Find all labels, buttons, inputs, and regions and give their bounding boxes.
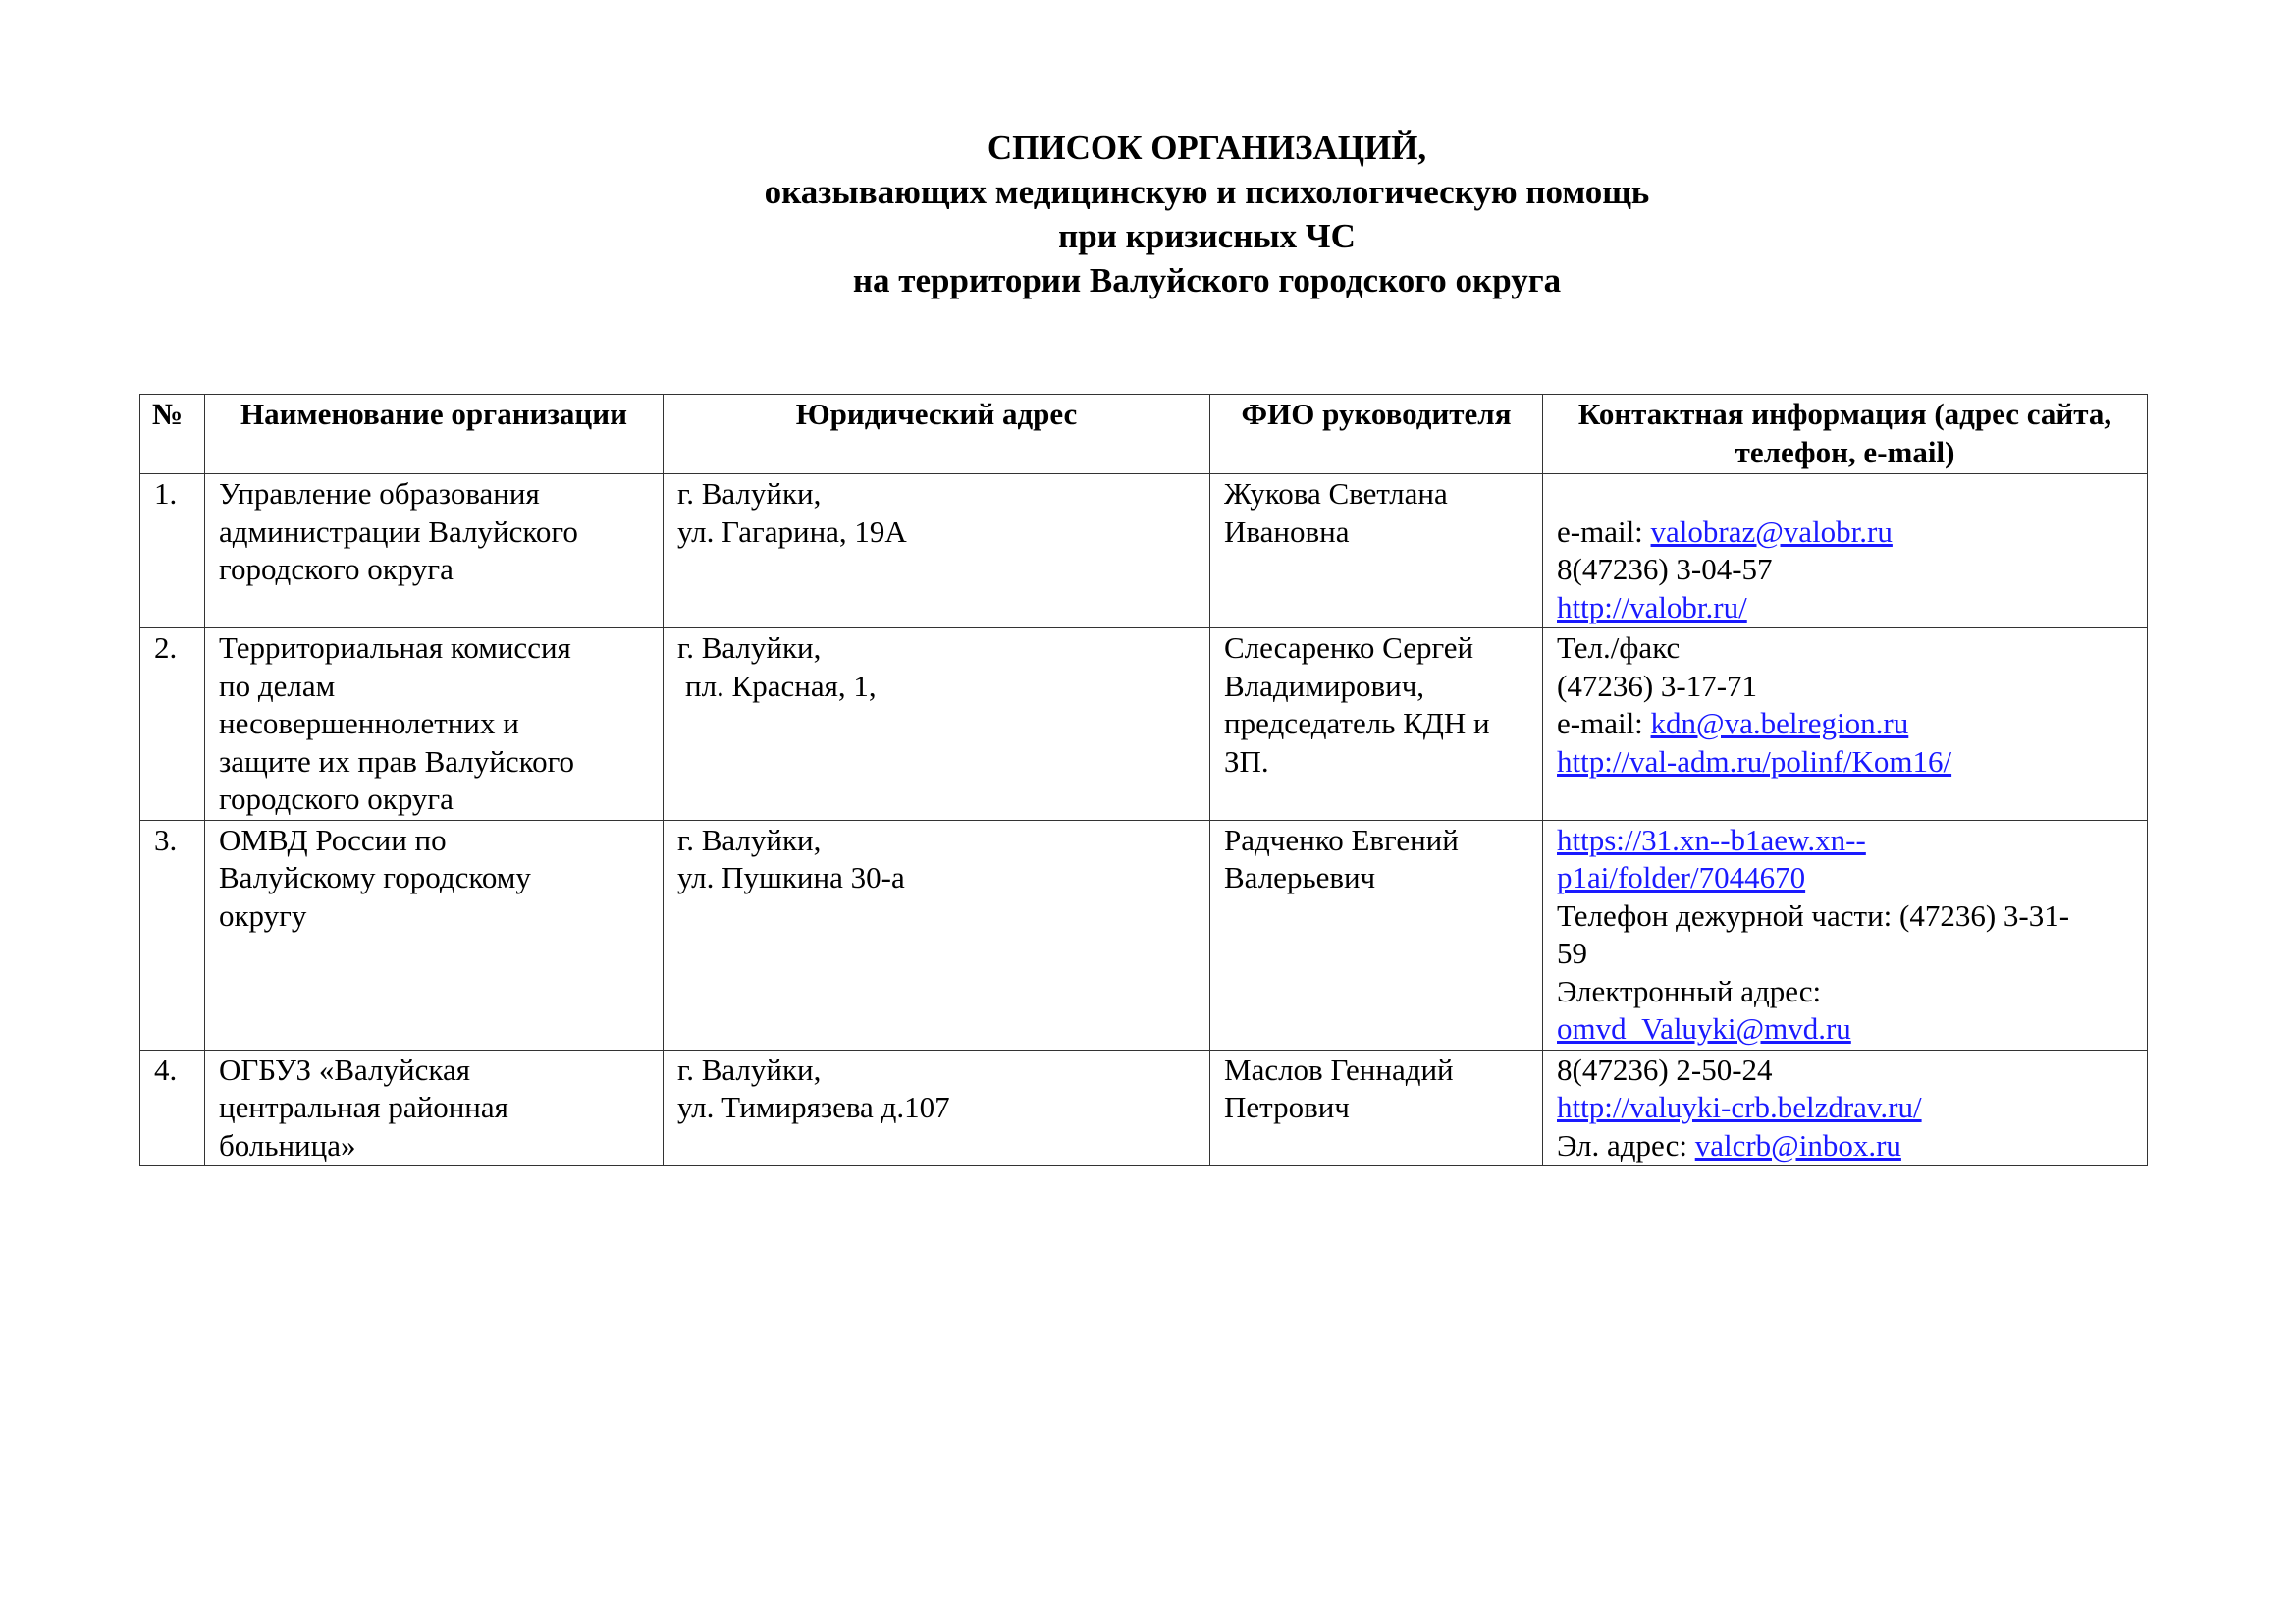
header-head: ФИО руководителя <box>1210 395 1543 474</box>
org-name-cell <box>205 820 664 1050</box>
head-line: Слесаренко Сергей <box>1224 630 1474 665</box>
header-contact-line-2: сайта, телефон, e-mail) <box>1735 397 2112 469</box>
phone-text: 8(47236) 3-04-57 <box>1557 552 1773 586</box>
org-name-line: ОГБУЗ «Валуйская <box>219 1052 470 1087</box>
address-line: г. Валуйки, <box>677 630 822 665</box>
head-line: ЗП. <box>1224 743 1269 779</box>
website-link[interactable]: https://31.xn--b1aew.xn-- <box>1557 822 1866 857</box>
org-name-line: администрации Валуйского <box>219 514 578 549</box>
phone-text: 8(47236) 2-50-24 <box>1557 1052 1773 1087</box>
website-link[interactable]: http://val-adm.ru/polinf/Kom16/ <box>1557 743 1952 779</box>
head-line: Валерьевич <box>1224 860 1376 894</box>
address-line: г. Валуйки, <box>677 822 822 857</box>
row-num: 3. <box>140 820 205 1050</box>
email-link[interactable]: omvd_Valuyki@mvd.ru <box>1557 1011 1851 1046</box>
address-line: г. Валуйки, <box>677 476 822 511</box>
address-line: г. Валуйки, <box>677 1052 822 1087</box>
head-cell <box>1210 1050 1543 1166</box>
org-name-cell <box>205 1050 664 1166</box>
org-name-line: ОМВД России по <box>219 822 447 857</box>
head-cell <box>1210 474 1543 628</box>
address-cell <box>664 628 1210 821</box>
website-link[interactable]: http://valobr.ru/ <box>1557 589 1747 624</box>
email-line <box>1557 705 2133 743</box>
org-name-line: округу <box>219 897 307 933</box>
org-name-line: по делам <box>219 668 336 703</box>
table-row <box>140 820 2148 1050</box>
head-line: председатель КДН и <box>1224 706 1490 740</box>
organizations-table <box>139 394 2148 1166</box>
contact-cell <box>1543 628 2148 821</box>
email-link[interactable]: valobraz@valobr.ru <box>1650 514 1893 549</box>
email-link[interactable]: valcrb@inbox.ru <box>1694 1127 1901 1163</box>
address-cell <box>664 1050 1210 1166</box>
fax-label: Тел./факс <box>1557 630 1681 665</box>
head-line: Радченко Евгений <box>1224 822 1459 857</box>
org-name-cell <box>205 628 664 821</box>
title-line-4: на территории Валуйского городского округа <box>852 261 1562 299</box>
table-header-row <box>140 395 2148 474</box>
head-line: Маслов Геннадий <box>1224 1052 1454 1087</box>
org-name-line: Валуйскому городскому <box>219 860 531 894</box>
website-link[interactable]: http://valuyki-crb.belzdrav.ru/ <box>1557 1090 1922 1124</box>
email-line <box>1557 1127 2133 1165</box>
header-contact-line-1: Контактная информация (адрес <box>1577 397 2019 431</box>
email-link[interactable]: kdn@va.belregion.ru <box>1650 706 1909 740</box>
phone-text: (47236) 3-17-71 <box>1557 668 1758 703</box>
title-line-3: при кризисных ЧС <box>1058 217 1356 255</box>
header-name: Наименование организации <box>205 395 664 474</box>
row-num: 4. <box>140 1050 205 1166</box>
row-num: 2. <box>140 628 205 821</box>
email-label: Эл. адрес: <box>1557 1127 1695 1163</box>
header-address: Юридический адрес <box>664 395 1210 474</box>
head-line: Петрович <box>1224 1090 1350 1124</box>
title-line-1: СПИСОК ОРГАНИЗАЦИЙ, <box>987 129 1427 167</box>
email-label: e-mail: <box>1557 514 1651 549</box>
address-line: ул. Тимирязева д.107 <box>677 1090 950 1124</box>
contact-cell <box>1543 474 2148 628</box>
document-title <box>0 126 2296 302</box>
address-line: пл. Красная, 1, <box>685 668 877 703</box>
title-line-2: оказывающих медицинскую и психологическую помощь <box>764 173 1650 211</box>
table-row <box>140 474 2148 628</box>
website-link-continued[interactable]: p1ai/folder/7044670 <box>1557 860 1806 894</box>
table-row <box>140 628 2148 821</box>
head-cell <box>1210 820 1543 1050</box>
address-line: ул. Пушкина 30-а <box>677 860 905 894</box>
head-line: Ивановна <box>1224 514 1350 549</box>
row-num: 1. <box>140 474 205 628</box>
email-label: e-mail: <box>1557 706 1651 740</box>
head-cell <box>1210 628 1543 821</box>
org-name-line: Управление образования <box>219 476 540 511</box>
contact-cell <box>1543 1050 2148 1166</box>
table-row <box>140 1050 2148 1166</box>
org-name-line: защите их прав Валуйского <box>219 743 575 779</box>
org-name-line: центральная районная <box>219 1090 508 1124</box>
org-name-line: Территориальная комиссия <box>219 630 571 665</box>
address-cell <box>664 820 1210 1050</box>
email-label: Электронный адрес: <box>1557 973 1822 1008</box>
email-line <box>1557 514 2133 552</box>
header-contact <box>1543 395 2148 474</box>
org-name-line: городского округа <box>219 552 454 586</box>
address-cell <box>664 474 1210 628</box>
contact-cell <box>1543 820 2148 1050</box>
address-line: ул. Гагарина, 19А <box>677 514 907 549</box>
org-name-line: несовершеннолетних и <box>219 706 519 740</box>
org-name-cell <box>205 474 664 628</box>
head-line: Владимирович, <box>1224 668 1425 703</box>
header-num: № <box>140 395 205 474</box>
org-name-line: больница» <box>219 1127 356 1163</box>
duty-phone-text: Телефон дежурной части: (47236) 3-31- <box>1557 897 2070 933</box>
duty-phone-text-continued: 59 <box>1557 936 1587 970</box>
head-line: Жукова Светлана <box>1224 476 1448 511</box>
org-name-line: городского округа <box>219 782 454 816</box>
